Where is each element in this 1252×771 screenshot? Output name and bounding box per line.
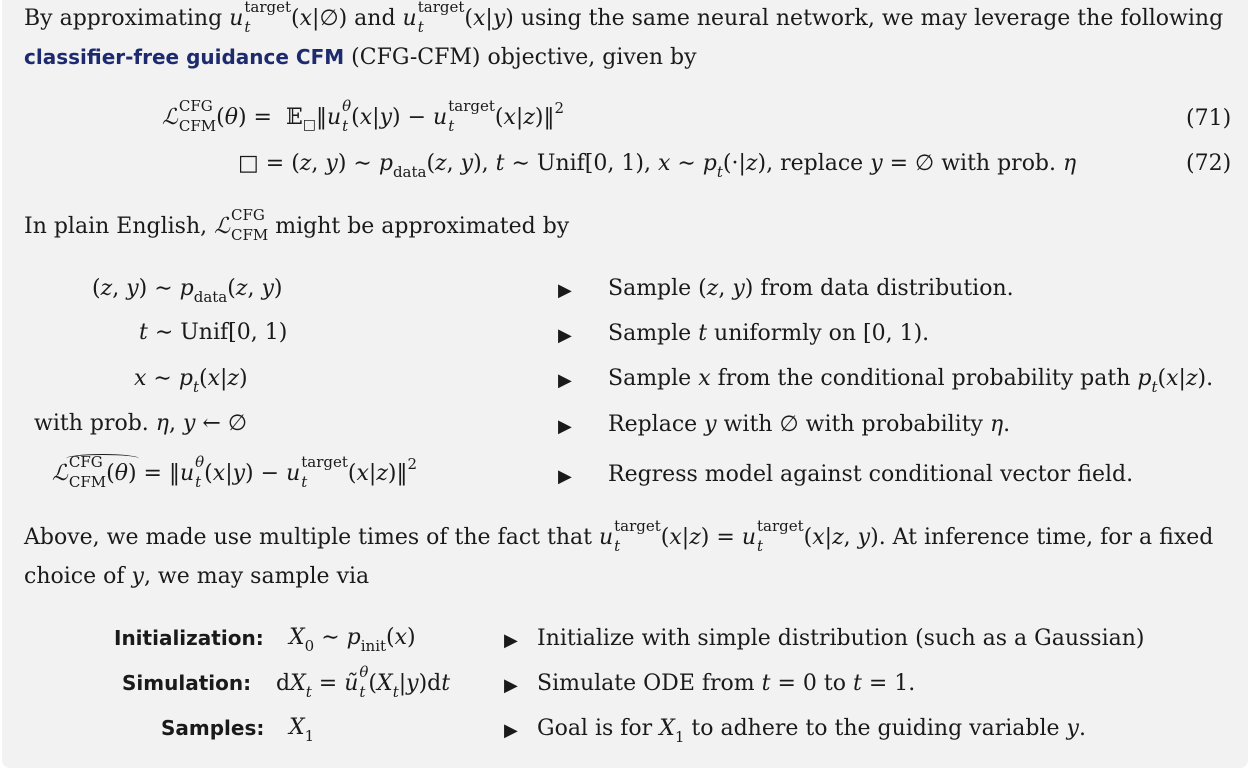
triangle-right-icon: ▶	[504, 720, 518, 741]
inference-math-simulation: $dX_t$ = ũ θ t $(X_t|y)dt$	[276, 663, 451, 701]
intro-line-1: By approximating u target t (x|∅) and u target t (x|y) using the same neural network, we may leverage the following	[24, 0, 1224, 36]
step-4-math: with prob. η, y ← ∅	[34, 411, 248, 436]
above-line-1: Above, we made use multiple times of the fact that u target t (x|z) = u target t (x|z, y). At inference time, for a fixed	[24, 517, 1214, 555]
inference-math-samples: $X_1$	[289, 715, 315, 745]
inference-math-initialization: $X_0$ ∼ $p_{init}(x)$	[289, 625, 416, 655]
intro-line-2-rest: (CFG-CFM) objective, given by	[351, 45, 697, 70]
equation-number-71: (71)	[1186, 106, 1232, 131]
step-3-math: x ∼ $p_t(x|z)$	[134, 366, 248, 396]
triangle-right-icon: ▶	[558, 280, 572, 301]
inference-desc-simulation: Simulate ODE from t = 0 to t = 1.	[537, 671, 916, 696]
intro-line-2	[24, 42, 697, 73]
step-5-desc: Regress model against conditional vector field.	[608, 462, 1134, 487]
inference-desc-samples: Goal is for $X_1$ to adhere to the guiding variable y.	[537, 716, 1086, 746]
triangle-right-icon: ▶	[504, 630, 518, 651]
step-2-desc: Sample t uniformly on [0, 1).	[608, 321, 930, 346]
above-line-2: choice of y, we may sample via	[24, 564, 370, 589]
triangle-right-icon: ▶	[558, 370, 572, 391]
inference-label-initialization: Initialization:	[114, 626, 264, 650]
equation-72: □ = (z, y) ∼ $p_{data}(z$, y), t ∼ Unif[0, 1), x ∼ $p_t(\cdot|z)$, replace y = ∅ with prob. η	[238, 151, 1077, 181]
step-1-desc: Sample (z, y) from data distribution.	[608, 276, 1014, 301]
inference-label-simulation: Simulation:	[122, 671, 252, 695]
plain-english-intro: In plain English, ℒ CFG CFM might be approximated by	[24, 206, 570, 244]
triangle-right-icon: ▶	[558, 466, 572, 487]
equation-71: ℒ CFG CFM (θ) = 𝔼$_□$‖u θ t (x|y) − u target t (x|z)‖$^2$	[162, 97, 565, 135]
step-3-desc: Sample x from the conditional probability path $p_t(x|z)$.	[608, 366, 1214, 396]
triangle-right-icon: ▶	[504, 675, 518, 696]
step-4-desc: Replace y with ∅ with probability η.	[608, 412, 1011, 437]
equation-number-72: (72)	[1186, 151, 1232, 176]
triangle-right-icon: ▶	[558, 325, 572, 346]
step-1-math: (z, y) ∼ $p_{data}(z$, y)	[92, 276, 283, 306]
triangle-right-icon: ▶	[558, 416, 572, 437]
bold-term: classifier-free guidance CFM	[24, 45, 345, 69]
inference-label-samples: Samples:	[161, 716, 265, 740]
inference-desc-initialization: Initialize with simple distribution (such as a Gaussian)	[537, 626, 1145, 651]
step-5-math: ℒ CFG CFM (θ) = ‖u θ t (x|y) − u target t (x|z)‖$^2$	[52, 453, 418, 491]
step-2-math: t ∼ Unif[0, 1)	[139, 320, 288, 345]
